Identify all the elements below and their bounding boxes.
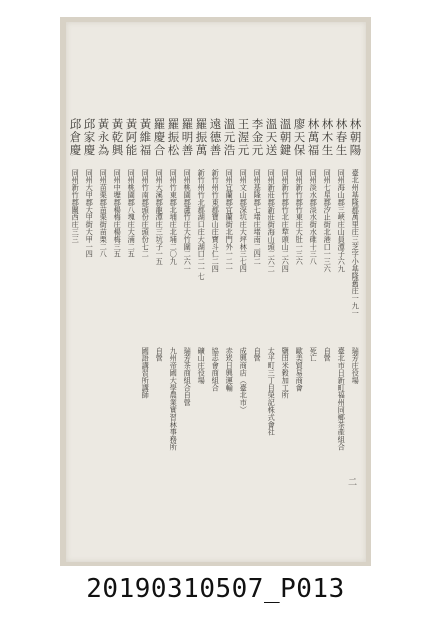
occupation-entry: 國語講習所講師 [141,347,151,399]
occupation-entry: 自營 [323,347,333,362]
occupation-entry: 太平町三丁目榮記株式會社 [267,347,277,436]
name-entry: 溫元浩 [222,118,237,157]
name-entry: 黃阿能 [124,118,139,157]
image-caption: 20190310507_P013 [86,574,345,604]
address-entry: 臺北州基隆郡萬里庄三芝字小基隆舊庄一九一 [351,169,361,317]
address-entry: 同州淡水郡淡水街水碓十三八 [309,169,319,266]
occupation-entry: 自營 [155,347,165,362]
name-entry: 黃永為 [96,118,111,157]
occupation-entry: 歐美貿易商會 [295,347,305,392]
address-entry: 同州苗栗郡苗栗街苗栗二八 [99,169,109,258]
address-entry: 同州新莊郡新莊街海山頭二六二 [267,169,277,273]
address-entry: 同州文山郡深坑庄大坪林三七四 [239,169,249,273]
address-entry: 同州桃園郡八塊庄大湳二五 [127,169,137,258]
name-entry: 林木生 [320,118,335,157]
occupation-entry: 赤崁日興運輸 [225,347,235,392]
address-entry: 同州竹東郡北埔庄北埔二〇九 [169,169,179,266]
address-entry: 同州宜蘭郡宜蘭街北門外一二一 [225,169,235,273]
occupation-entry: 自營 [253,347,263,362]
occupation-entry: 瑞芳庄役場 [351,347,361,384]
name-entry: 遠德善 [208,118,223,157]
name-entry: 邱家慶 [82,118,97,157]
name-entry: 羅振松 [166,118,181,157]
name-entry: 黃乾興 [110,118,125,157]
name-entry: 林春生 [334,118,349,157]
address-entry: 同州海山郡三峽庄山員潭子六九 [337,169,347,273]
occupation-entry: 九州帝國大學農業實習林事務所 [169,347,179,451]
address-entry: 同州大甲郡大甲街大甲一四 [85,169,95,258]
occupation-entry: 臺北市日新町福州同鄉茶產組合 [337,347,347,451]
address-entry: 同州新竹郡竹北庄犂頭山二六四 [281,169,291,273]
name-entry: 溫天送 [264,118,279,157]
address-entry: 同州新竹郡竹東庄大肚一三六 [295,169,305,266]
address-entry: 同州中壢郡楊梅庄楊梅三五 [113,169,123,258]
name-entry: 廖天保 [292,118,307,157]
name-entry: 王渥元 [236,118,251,157]
address-entry: 同州七星郡汐止街北港口一三六 [323,169,333,273]
occupation-entry: 死亡 [309,347,319,362]
name-entry: 林萬福 [306,118,321,157]
document-page [66,22,366,562]
name-entry: 羅振萬 [194,118,209,157]
name-entry: 黃維福 [138,118,153,157]
name-entry: 羅明善 [180,118,195,157]
address-entry: 同州基隆郡七堵庄堵南二四二 [253,169,263,266]
occupation-entry: 礦山庄役場 [197,347,207,384]
occupation-entry: 鹽田米穀加工所 [281,347,291,399]
address-entry: 同州大溪郡龍潭庄三坑子一五 [155,169,165,266]
address-entry: 新竹州竹北郡湖口庄大湖口二一七 [197,169,207,280]
name-entry: 邱倉慶 [68,118,83,157]
name-entry: 羅慶合 [152,118,167,157]
occupation-entry: 協志會商組合 [211,347,221,392]
page-marker: 二 [346,477,356,486]
occupation-entry: 瑞芳茶商組合自營 [183,347,193,407]
name-entry: 溫朝鍵 [278,118,293,157]
occupation-entry: 成興商店（臺北市） [239,347,249,414]
address-entry: 同州新竹郡關西庄三三 [71,169,81,243]
name-entry: 李金元 [250,118,265,157]
address-entry: 同州桃園郡蘆竹庄大竹圍二六一 [183,169,193,273]
name-entry: 林朝陽 [348,118,363,157]
address-entry: 同州竹南郡頭份庄頭份七二 [141,169,151,258]
address-entry: 新竹州竹東郡寶山庄寶斗仁二四 [211,169,221,273]
